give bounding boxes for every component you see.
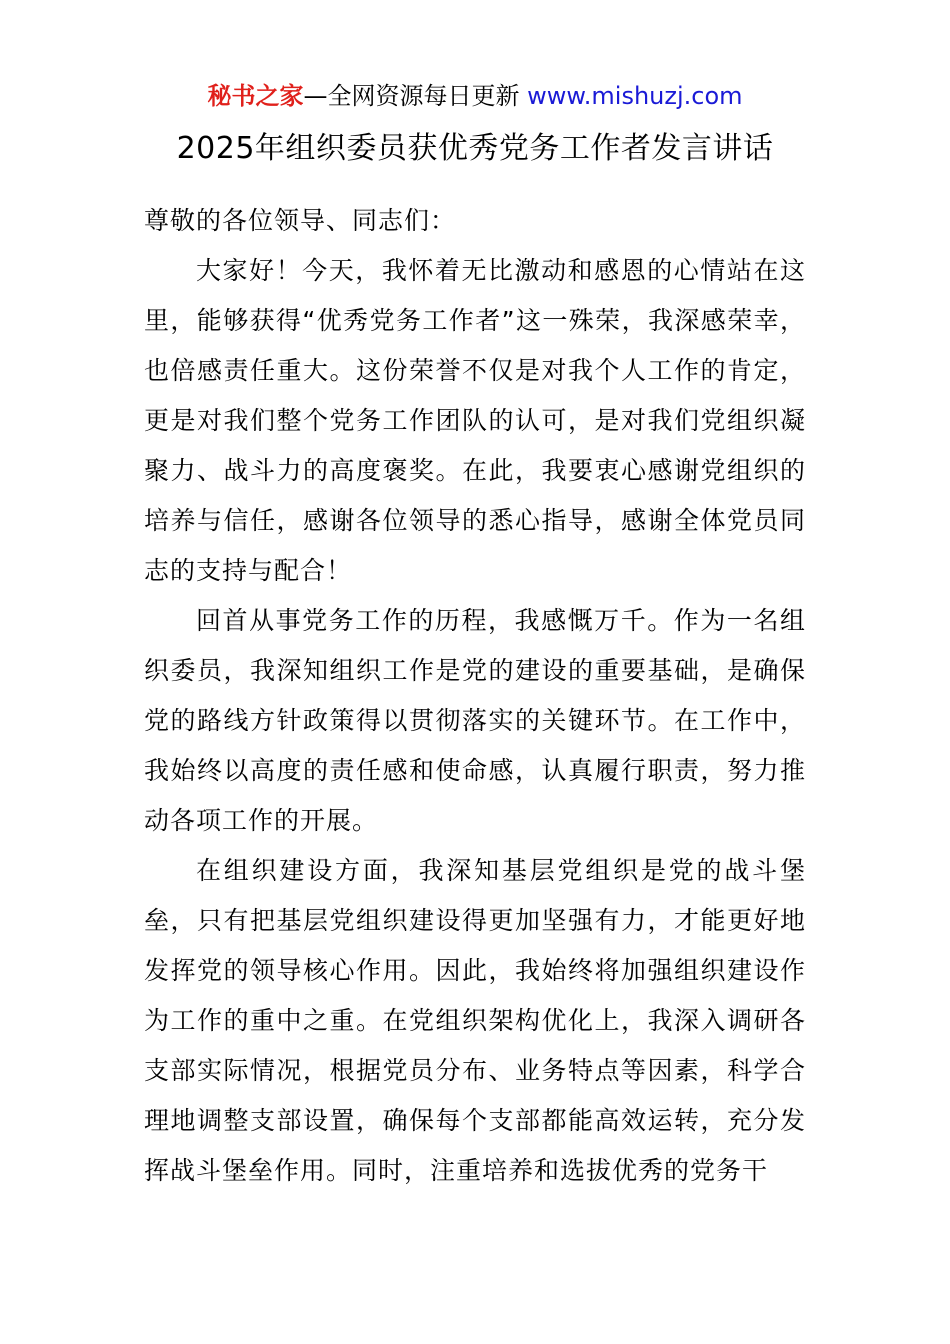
document-title: 2025年组织委员获优秀党务工作者发言讲话 bbox=[176, 131, 774, 166]
document-body bbox=[144, 196, 806, 1196]
body-paragraph: 大家好！今天，我怀着无比激动和感恩的心情站在这里，能够获得“优秀党务工作者”这一殊荣，我深感荣幸，也倍感责任重大。这份荣誉不仅是对我个人工作的肯定，更是对我们整个党务工作团队的认可，是对我们党组织凝聚力、战斗力的高度褒奖。在此，我要衷心感谢党组织的培养与信任，感谢各位领导的悉心指导，感谢全体党员同志的支持与配合！ bbox=[144, 256, 806, 585]
body-paragraph: 回首从事党务工作的历程，我感慨万千。作为一名组织委员，我深知组织工作是党的建设的重要基础，是确保党的路线方针政策得以贯彻落实的关键环节。在工作中，我始终以高度的责任感和使命感，认真履行职责，努力推动各项工作的开展。 bbox=[144, 606, 806, 835]
site-tagline: —全网资源每日更新 bbox=[303, 82, 528, 110]
site-url-link[interactable]: www.mishuzj.com bbox=[527, 82, 743, 110]
body-paragraph: 在组织建设方面，我深知基层党组织是党的战斗堡垒，只有把基层党组织建设得更加坚强有力，才能更好地发挥党的领导核心作用。因此，我始终将加强组织建设作为工作的重中之重。在党组织架构优化上，我深入调研各支部实际情况，根据党员分布、业务特点等因素，科学合理地调整支部设置，确保每个支部都能高效运转，充分发挥战斗堡垒作用。同时，注重培养和选拔优秀的党务干 bbox=[144, 856, 806, 1185]
brand-name: 秘书之家 bbox=[207, 82, 304, 110]
salutation: 尊敬的各位领导、同志们： bbox=[144, 206, 457, 235]
site-header bbox=[0, 80, 950, 112]
